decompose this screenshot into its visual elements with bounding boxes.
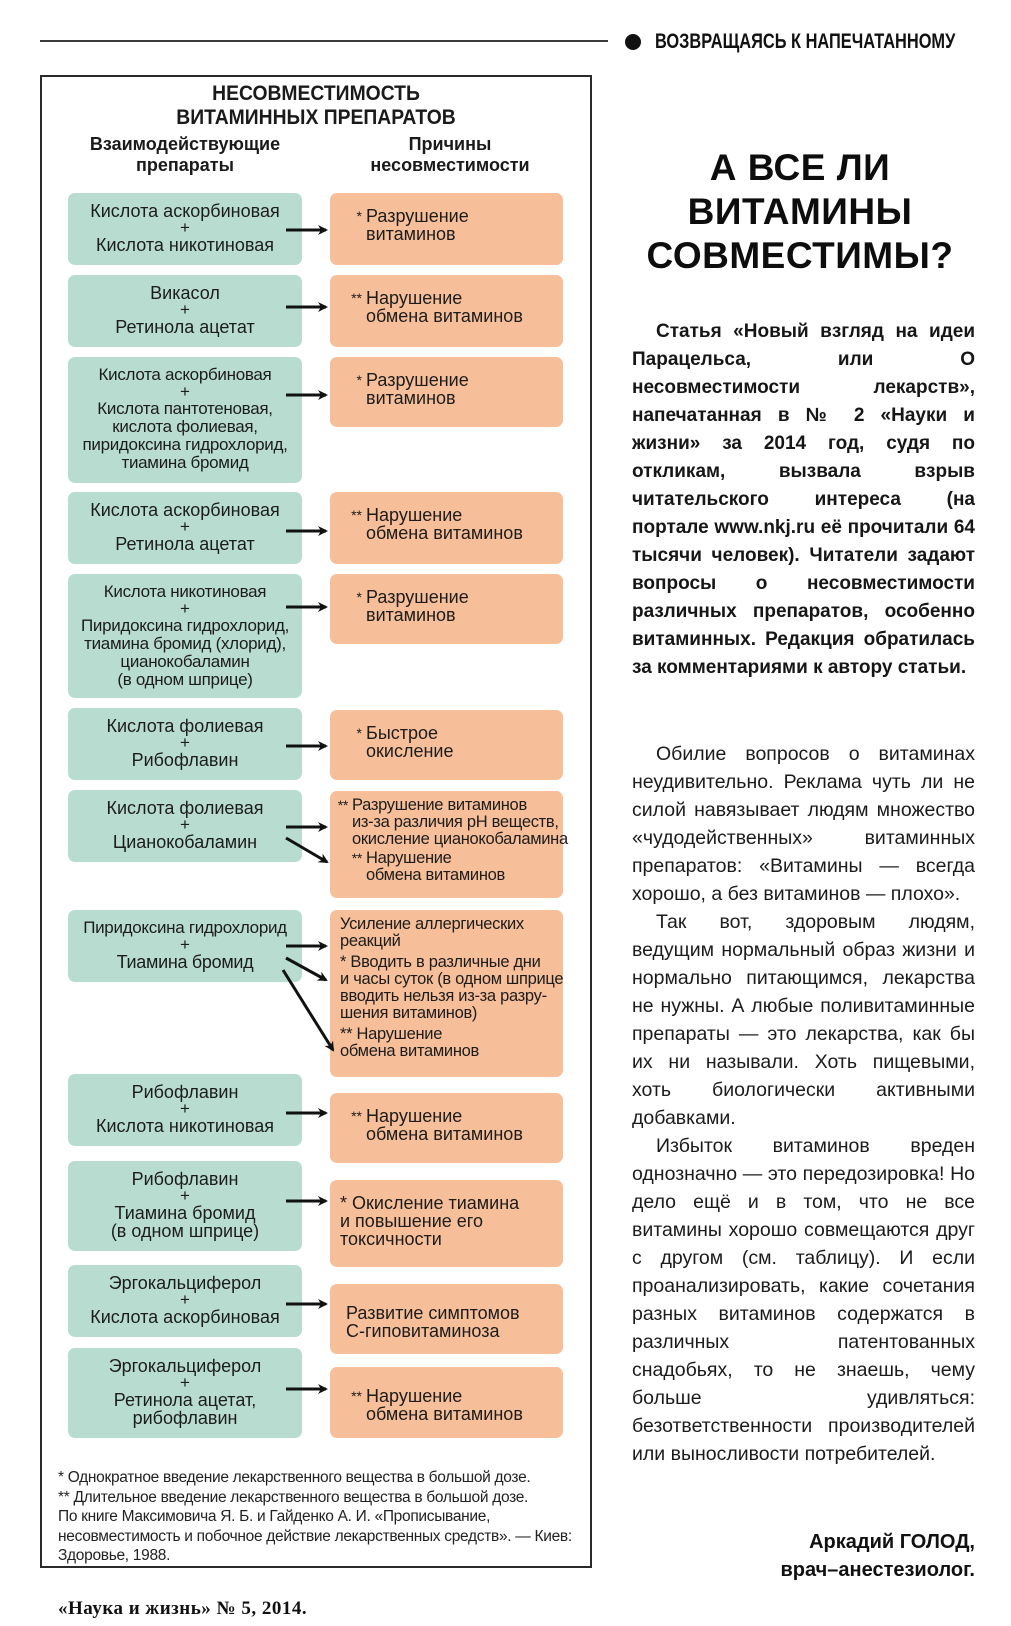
drug-box: Рибофлавин + Тиамина бромид (в одном шприце) — [68, 1161, 302, 1251]
article-lead: Статья «Новый взгляд на идеи Парацельса, или О несовместимости лекарств», напечатанная в № 2 «Науки и жизни» за 2014 год, судя по откликам, вызвала взрыв читательского интереса (на портале www.nkj.ru её прочитали 64 тысячи человек). Читатели задают вопросы о несовместимости различных препаратов, особенно витаминных. Редакция обратилась за комментариями к автору статьи. — [632, 321, 975, 678]
reason-box: ** Разрушение витаминов из-за различия pH веществ, окисление цианокобаламина ** Нарушение обмена витаминов — [330, 791, 563, 898]
drug-box: Кислота аскорбиновая + Ретинола ацетат — [68, 492, 302, 564]
reason-box: * Разрушение витаминов — [330, 357, 563, 427]
drug-box: Кислота аскорбиновая + Кислота пантотеновая, кислота фолиевая, пиридоксина гидрохлорид, тиамина бромид — [68, 357, 302, 483]
reason-box: ** Нарушение обмена витаминов — [330, 492, 563, 564]
reason-box: * Окисление тиамина и повышение его токсичности — [330, 1180, 563, 1267]
article-author: Аркадий ГОЛОД, врач–анестезиолог. — [780, 1531, 975, 1581]
reason-box: ** Нарушение обмена витаминов — [330, 1367, 563, 1438]
article-headline: А ВСЕ ЛИ ВИТАМИНЫ СОВМЕСТИМЫ? — [646, 147, 954, 276]
drug-box: Кислота аскорбиновая + Кислота никотиновая — [68, 193, 302, 265]
reason-box: ** Нарушение обмена витаминов — [330, 275, 563, 347]
drug-box: Кислота фолиевая + Рибофлавин — [68, 708, 302, 780]
drug-box: Кислота никотиновая + Пиридоксина гидрохлорид, тиамина бромид (хлорид), цианокобаламин (в одном шприце) — [68, 574, 302, 698]
reason-box: ** Нарушение обмена витаминов — [330, 1093, 563, 1163]
column-header-drugs: Взаимодействующие препараты — [89, 134, 281, 175]
article-body: Обилие вопросов о витаминах неудивительно. Реклама чуть ли не силой навязывает людям множество «чудодейственных» витаминных препаратов: «Витамины — всегда хорошо, а без витаминов — плохо». Так вот, здоровым людям, ведущим нормальный образ жизни и нормально питающимся, лекарства не нужны. А любые поливитаминные препараты — это лекарства, как бы их ни называли. Хоть пищевыми, хоть биологически активными добавками. Избыток витаминов вреден однозначно — это передозировка! Но дело ещё и в том, что не все витамины хорошо совмещаются друг с другом (см. таблицу). И если проанализировать, какие сочетания разных витаминов содержатся в различных патентованных снадобьях, то не знаешь, чему больше удивляться: безответственности производителей или выносливости потребителей. — [632, 743, 975, 1465]
drug-box: Кислота фолиевая + Цианокобаламин — [68, 790, 302, 862]
reason-box: * Разрушение витаминов — [330, 193, 563, 265]
section-label: ВОЗВРАЩАЯСЬ К НАПЕЧАТАННОМУ — [655, 30, 956, 53]
header-rule — [40, 40, 608, 42]
table-title: НЕСОВМЕСТИМОСТЬ ВИТАМИННЫХ ПРЕПАРАТОВ — [176, 82, 456, 129]
reason-box: Развитие симптомов С-гиповитаминоза — [330, 1284, 563, 1354]
drug-box: Эргокальциферол + Ретинола ацетат, рибофлавин — [68, 1348, 302, 1438]
publication-source: «Наука и жизнь» № 5, 2014. — [58, 1598, 308, 1619]
column-header-reasons: Причины несовместимости — [370, 134, 530, 175]
section-tag — [625, 30, 1011, 54]
reason-box: * Разрушение витаминов — [330, 574, 563, 644]
reason-box: * Быстрое окисление — [330, 710, 563, 780]
reason-box: Усиление аллергических реакций * Вводить в различные дни и часы суток (в одном шприце вводить нельзя из-за разру- шения витаминов) ** Нарушение обмена витаминов — [330, 910, 563, 1077]
drug-box: Пиридоксина гидрохлорид + Тиамина бромид — [68, 910, 302, 982]
table-footnotes: * Однократное введение лекарственного вещества в большой дозе. ** Длительное введение лекарственного вещества в большой дозе. По книге Максимовича Я. Б. и Гайденко А. И. «Прописывание, несовместимость и побочное действие лекарственных средств». — Киев: Здоровье, 1988. — [58, 1469, 572, 1564]
drug-box: Викасол + Ретинола ацетат — [68, 275, 302, 347]
drug-box: Рибофлавин + Кислота никотиновая — [68, 1074, 302, 1146]
drug-box: Эргокальциферол + Кислота аскорбиновая — [68, 1265, 302, 1337]
bullet-icon — [625, 34, 641, 50]
